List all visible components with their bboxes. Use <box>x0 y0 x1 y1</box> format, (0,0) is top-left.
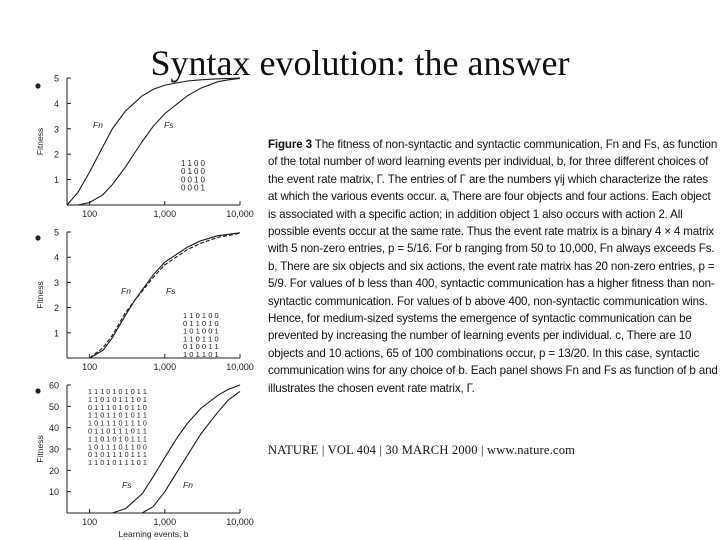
x-tick-label: 100 <box>82 362 98 372</box>
matrix-cell: 0 <box>187 183 192 193</box>
matrix-cell: 1 <box>136 450 141 460</box>
matrix-cell: 1 <box>88 442 92 452</box>
matrix-cell: 1 <box>106 450 111 460</box>
matrix-cell: 0 <box>194 183 199 193</box>
matrix-cell: 1 <box>100 387 105 396</box>
y-tick-label: 2 <box>53 149 59 160</box>
matrix-cell: 1 <box>106 410 111 420</box>
series-label-fs: Fs <box>164 120 174 130</box>
series-label-fn: Fn <box>121 286 131 296</box>
series-label-fs: Fs <box>166 286 176 296</box>
matrix-cell: 0 <box>189 326 194 336</box>
matrix-cell: 1 <box>187 167 192 177</box>
matrix-cell: 1 <box>112 426 117 436</box>
matrix-cell: 1 <box>112 442 117 452</box>
matrix-cell: 1 <box>100 418 105 428</box>
y-tick-label: 3 <box>53 277 59 288</box>
series-label-fn: Fn <box>93 120 103 130</box>
matrix-cell: 1 <box>201 350 207 359</box>
matrix-cell: 1 <box>189 311 194 320</box>
matrix-cell: 1 <box>130 450 135 460</box>
matrix-cell: 0 <box>183 318 188 328</box>
matrix-cell: 1 <box>201 311 207 320</box>
matrix-cell: 1 <box>195 318 200 328</box>
matrix-cell: 0 <box>201 318 207 328</box>
matrix-cell: 1 <box>142 434 147 444</box>
matrix-cell: 0 <box>118 410 123 420</box>
matrix-cell: 0 <box>200 167 205 177</box>
x-tick-label: 1,000 <box>153 517 177 527</box>
matrix-cell: 1 <box>136 434 141 444</box>
matrix-cell: 0 <box>136 458 141 468</box>
series-line-fn <box>142 391 240 513</box>
x-tick-label: 10,000 <box>226 517 254 527</box>
y-tick-label: 1 <box>53 328 59 339</box>
panel-letter-a <box>35 83 40 88</box>
matrix-cell: 1 <box>124 426 129 436</box>
matrix-cell: 1 <box>181 159 186 168</box>
figure-panels <box>0 0 268 540</box>
y-axis-label: Fitness <box>35 127 45 156</box>
matrix-cell: 0 <box>88 450 92 460</box>
matrix-cell: 1 <box>136 402 141 412</box>
matrix-cell: 0 <box>136 442 141 452</box>
matrix-cell: 1 <box>136 426 141 436</box>
matrix-cell: 1 <box>106 442 111 452</box>
y-tick-label: 10 <box>48 487 59 498</box>
y-axis-label: Fitness <box>35 281 45 309</box>
matrix-cell: 0 <box>100 434 105 444</box>
matrix-cell: 1 <box>88 434 92 444</box>
matrix-cell: 0 <box>181 183 186 193</box>
matrix-cell: 0 <box>136 394 141 404</box>
matrix-cell: 0 <box>100 458 105 468</box>
matrix-cell: 1 <box>208 318 213 328</box>
matrix-cell: 0 <box>112 458 117 468</box>
matrix-cell: 1 <box>94 450 99 460</box>
matrix-cell: 1 <box>136 418 141 428</box>
matrix-cell: 1 <box>142 387 147 396</box>
matrix-cell: 1 <box>183 326 188 336</box>
matrix-cell: 1 <box>183 350 188 359</box>
matrix-cell: 0 <box>124 434 129 444</box>
matrix-cell: 1 <box>118 426 123 436</box>
y-axis-label: Fitness <box>35 435 45 463</box>
y-tick-label: 1 <box>53 175 59 186</box>
x-tick-label: 10,000 <box>226 362 254 372</box>
matrix-cell: 1 <box>142 426 147 436</box>
matrix-cell: 0 <box>124 402 129 412</box>
y-tick-label: 4 <box>53 98 59 109</box>
matrix-cell: 1 <box>112 387 117 396</box>
y-tick-label: 30 <box>48 444 59 455</box>
matrix-cell: 1 <box>130 458 135 468</box>
matrix-cell: 0 <box>100 410 105 420</box>
matrix-cell: 1 <box>94 394 99 404</box>
matrix-cell: 1 <box>88 387 92 396</box>
matrix-cell: 1 <box>124 410 129 420</box>
series-label-fn: Fn <box>183 480 193 490</box>
matrix-cell: 0 <box>183 342 188 352</box>
matrix-cell: 0 <box>195 311 200 320</box>
matrix-cell: 1 <box>130 418 135 428</box>
x-axis-label: Learning events, b <box>118 529 189 539</box>
matrix-cell: 1 <box>88 418 92 428</box>
matrix-cell: 0 <box>195 342 200 352</box>
matrix-cell: 1 <box>200 183 205 193</box>
matrix-cell: 0 <box>100 394 105 404</box>
matrix-cell: 1 <box>194 175 199 185</box>
y-tick-label: 3 <box>53 124 59 135</box>
matrix-cell: 0 <box>214 318 219 328</box>
matrix-cell: 1 <box>112 418 117 428</box>
series-line-fs <box>67 79 240 206</box>
matrix-cell: 1 <box>112 410 117 420</box>
matrix-cell: 0 <box>112 394 117 404</box>
matrix-cell: 1 <box>100 426 105 436</box>
matrix-cell: 1 <box>214 350 219 359</box>
x-tick-label: 100 <box>82 517 98 527</box>
matrix-cell: 1 <box>106 402 111 412</box>
matrix-cell: 0 <box>94 418 99 428</box>
matrix-cell: 1 <box>124 418 129 428</box>
matrix-cell: 0 <box>118 442 123 452</box>
matrix-cell: 1 <box>88 410 92 420</box>
matrix-cell: 1 <box>214 342 219 352</box>
matrix-cell: 0 <box>189 350 194 359</box>
matrix-cell: 0 <box>194 167 199 177</box>
matrix-cell: 0 <box>112 402 117 412</box>
matrix-cell: 0 <box>142 442 147 452</box>
matrix-cell: 0 <box>181 167 186 177</box>
x-tick-label: 100 <box>82 209 98 219</box>
matrix-cell: 1 <box>106 434 111 444</box>
matrix-cell: 1 <box>100 402 105 412</box>
matrix-cell: 1 <box>112 450 117 460</box>
matrix-cell: 0 <box>181 175 186 185</box>
matrix-cell: 1 <box>214 326 219 336</box>
matrix-cell: 0 <box>130 387 135 396</box>
matrix-cell: 1 <box>88 394 92 404</box>
matrix-cell: 1 <box>118 402 123 412</box>
matrix-cell: 1 <box>94 426 99 436</box>
matrix-cell: 1 <box>106 418 111 428</box>
series-label-fs: Fs <box>122 480 132 490</box>
figure-caption-text: The fitness of non-syntactic and syntactic communication, Fn and Fs, as function of the total number of word learning events per individual, b, for three different choices of the event rate matrix, Γ. The entries of Γ are the numbers γij which characterize the rates at which the various events occur. a, There are four objects and four actions. Each object is associated with a specific action; in addition object 1 also occurs with action 2. All possible events occur at the same rate. Thus the event rate matrix is a binary 4 × 4 matrix with 5 non-zero entries, p = 5/16. For b ranging from 50 to 10,000, Fn always exceeds Fs. b, There are six objects and six actions, the event rate matrix has 20 non-zero entries, p = 5/9. For values of b less than 400, syntactic communication has a higher fitness than non-syntactic communication. For values of b above 400, non-syntactic communication wins. Hence, for medium-sized systems the emergence of syntactic communication can be prevented by increasing the number of learning events per individual. c, There are 10 objects and 10 actions, 65 of 100 combinations occur, p = 13/20. In this case, syntactic communication wins for any choice of b. Each panel shows Fn and Fs as function of b and illustrates the chosen event rate matrix, Γ. <box>268 138 718 395</box>
matrix-cell: 0 <box>214 311 219 320</box>
y-tick-label: 60 <box>48 380 59 391</box>
matrix-cell: 1 <box>136 387 141 396</box>
matrix-cell: 1 <box>187 159 192 168</box>
matrix-cell: 0 <box>100 450 105 460</box>
matrix-cell: 0 <box>195 334 200 344</box>
matrix-cell: 0 <box>118 418 123 428</box>
matrix-cell: 1 <box>118 458 123 468</box>
matrix-cell: 1 <box>118 434 123 444</box>
matrix-cell: 1 <box>130 434 135 444</box>
matrix-cell: 1 <box>142 458 147 468</box>
y-tick-label: 5 <box>53 73 59 84</box>
matrix-cell: 1 <box>130 402 135 412</box>
matrix-cell: 1 <box>195 326 200 336</box>
matrix-cell: 0 <box>208 326 213 336</box>
matrix-cell: 1 <box>106 458 111 468</box>
matrix-cell: 0 <box>194 159 199 168</box>
matrix-cell: 0 <box>208 350 213 359</box>
figure-label: Figure 3 <box>268 138 312 151</box>
matrix-cell: 1 <box>130 442 135 452</box>
matrix-cell: 1 <box>88 458 92 468</box>
matrix-cell: 0 <box>106 387 111 396</box>
matrix-cell: 1 <box>124 394 129 404</box>
matrix-cell: 1 <box>189 318 194 328</box>
matrix-cell: 1 <box>124 387 129 396</box>
matrix-cell: 0 <box>208 311 213 320</box>
y-tick-label: 40 <box>48 423 59 434</box>
panel-letter-c <box>35 388 40 393</box>
matrix-cell: 1 <box>195 350 200 359</box>
y-tick-label: 4 <box>53 252 59 263</box>
matrix-cell: 1 <box>100 442 105 452</box>
matrix-cell: 0 <box>214 334 219 344</box>
matrix-cell: 1 <box>118 394 123 404</box>
y-tick-label: 5 <box>53 227 59 238</box>
matrix-cell: 1 <box>201 334 207 344</box>
matrix-cell: 0 <box>130 426 135 436</box>
matrix-cell: 0 <box>118 387 123 396</box>
matrix-cell: 1 <box>130 394 135 404</box>
x-tick-label: 10,000 <box>226 209 254 219</box>
matrix-cell: 0 <box>187 175 192 185</box>
matrix-cell: 0 <box>124 450 129 460</box>
matrix-cell: 0 <box>94 442 99 452</box>
matrix-cell: 1 <box>208 342 213 352</box>
matrix-cell: 1 <box>94 402 99 412</box>
matrix-cell: 0 <box>88 402 92 412</box>
matrix-cell: 1 <box>124 442 129 452</box>
matrix-cell: 0 <box>142 418 147 428</box>
matrix-cell: 1 <box>94 410 99 420</box>
panel-letter-b <box>35 235 40 240</box>
matrix-cell: 1 <box>183 311 188 320</box>
matrix-cell: 1 <box>94 387 99 396</box>
matrix-cell: 0 <box>200 159 205 168</box>
matrix-cell: 1 <box>208 334 213 344</box>
series-line-fn <box>67 78 240 205</box>
x-tick-label: 1,000 <box>153 362 177 372</box>
x-tick-label: 1,000 <box>153 209 177 219</box>
matrix-cell: 1 <box>183 334 188 344</box>
matrix-cell: 0 <box>201 342 207 352</box>
matrix-cell: 0 <box>200 175 205 185</box>
matrix-cell: 1 <box>106 394 111 404</box>
matrix-cell: 1 <box>142 450 147 460</box>
matrix-cell: 1 <box>142 410 147 420</box>
matrix-cell: 0 <box>130 410 135 420</box>
y-tick-label: 20 <box>48 465 59 476</box>
matrix-cell: 1 <box>189 334 194 344</box>
y-tick-label: 50 <box>48 401 59 412</box>
matrix-cell: 0 <box>201 326 207 336</box>
matrix-cell: 0 <box>88 426 92 436</box>
matrix-cell: 0 <box>142 402 147 412</box>
matrix-cell: 1 <box>94 458 99 468</box>
matrix-cell: 1 <box>124 458 129 468</box>
matrix-cell: 0 <box>106 426 111 436</box>
matrix-cell: 1 <box>94 434 99 444</box>
figure-caption <box>268 136 720 397</box>
matrix-cell: 1 <box>136 410 141 420</box>
matrix-cell: 0 <box>112 434 117 444</box>
y-tick-label: 2 <box>53 303 59 314</box>
slide-title: Syntax evolution: the answer <box>150 43 570 84</box>
matrix-cell: 1 <box>142 394 147 404</box>
journal-citation: NATURE | VOL 404 | 30 MARCH 2000 | www.nature.com <box>268 443 576 457</box>
matrix-cell: 1 <box>189 342 194 352</box>
matrix-cell: 1 <box>118 450 123 460</box>
